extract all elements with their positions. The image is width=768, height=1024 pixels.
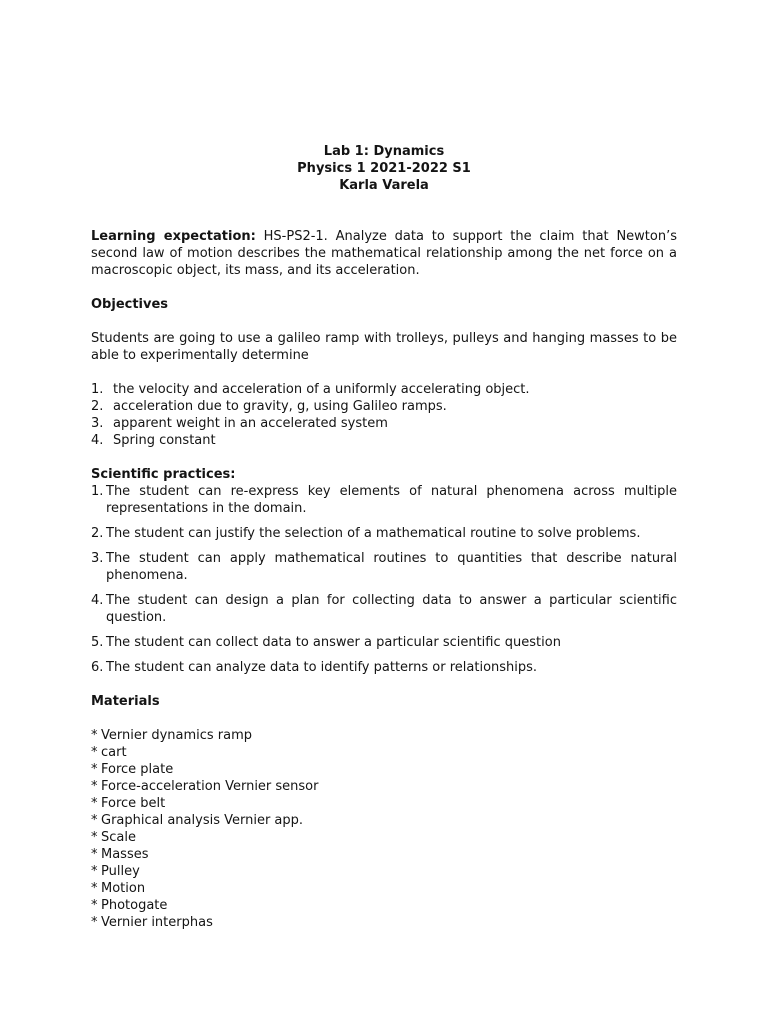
material-item — [91, 846, 677, 863]
objective-item — [91, 432, 677, 449]
practice-text: The student can design a plan for collecting data to answer a particular scientific question. — [106, 593, 677, 625]
material-text: Motion — [101, 881, 146, 896]
practice-number: 2. — [91, 526, 104, 541]
material-item — [91, 778, 677, 795]
material-bullet: * — [91, 779, 98, 794]
objective-number: 4. — [91, 433, 104, 448]
objective-item — [91, 381, 677, 398]
objective-text: apparent weight in an accelerated system — [113, 416, 388, 431]
material-item — [91, 812, 677, 829]
material-bullet: * — [91, 898, 98, 913]
material-bullet: * — [91, 813, 98, 828]
material-item — [91, 829, 677, 846]
objective-item — [91, 398, 677, 415]
material-bullet: * — [91, 796, 98, 811]
material-text: Graphical analysis Vernier app. — [101, 813, 304, 828]
learning-expectation-label: Learning expectation: — [91, 229, 256, 244]
material-item — [91, 880, 677, 897]
objective-text: the velocity and acceleration of a uniformly accelerating object. — [113, 382, 530, 397]
material-item — [91, 795, 677, 812]
practice-item — [91, 483, 677, 517]
material-bullet: * — [91, 915, 98, 930]
practice-item — [91, 525, 677, 542]
practice-number: 4. — [91, 593, 104, 608]
objective-text: Spring constant — [113, 433, 216, 448]
document-header — [0, 143, 768, 194]
material-bullet: * — [91, 728, 98, 743]
practice-text: The student can re-express key elements of natural phenomena across multiple representations in the domain. — [106, 484, 677, 516]
objective-item — [91, 415, 677, 432]
practice-number: 5. — [91, 635, 104, 650]
material-text: Scale — [101, 830, 136, 845]
practice-text: The student can apply mathematical routines to quantities that describe natural phenomena. — [106, 551, 677, 583]
materials-heading: Materials — [91, 694, 160, 709]
practice-number: 3. — [91, 551, 104, 566]
material-text: Force belt — [101, 796, 166, 811]
material-bullet: * — [91, 847, 98, 862]
author-name: Karla Varela — [339, 178, 429, 193]
material-item — [91, 863, 677, 880]
material-text: Masses — [101, 847, 149, 862]
material-text: Force-acceleration Vernier sensor — [101, 779, 319, 794]
practice-number: 6. — [91, 660, 104, 675]
material-item — [91, 897, 677, 914]
material-text: cart — [101, 745, 127, 760]
lab-title: Lab 1: Dynamics — [323, 144, 445, 159]
material-text: Force plate — [101, 762, 174, 777]
objective-number: 2. — [91, 399, 104, 414]
material-bullet: * — [91, 881, 98, 896]
learning-expectation-text: HS-PS2-1. Analyze data to support the claim that Newton’s second law of motion describes the mathematical relationship among the net force on a macroscopic object, its mass, and its acceleration. — [91, 229, 677, 278]
learning-expectation — [91, 228, 677, 279]
material-item — [91, 914, 677, 931]
objective-number: 3. — [91, 416, 104, 431]
material-text: Photogate — [101, 898, 168, 913]
objectives-heading: Objectives — [91, 297, 169, 312]
material-bullet: * — [91, 762, 98, 777]
material-text: Vernier dynamics ramp — [101, 728, 253, 743]
material-text: Pulley — [101, 864, 140, 879]
practice-item — [91, 550, 677, 584]
objectives-intro: Students are going to use a galileo ramp with trolleys, pulleys and hanging masses to be able to experimentally determine — [91, 331, 677, 363]
practice-text: The student can analyze data to identify patterns or relationships. — [106, 660, 538, 675]
practice-number: 1. — [91, 484, 104, 499]
objective-text: acceleration due to gravity, g, using Galileo ramps. — [113, 399, 447, 414]
material-bullet: * — [91, 830, 98, 845]
material-bullet: * — [91, 864, 98, 879]
document-body — [91, 228, 677, 931]
practice-text: The student can justify the selection of a mathematical routine to solve problems. — [106, 526, 641, 541]
material-item — [91, 744, 677, 761]
practices-heading: Scientific practices: — [91, 467, 236, 482]
objectives-list — [91, 381, 677, 449]
material-item — [91, 727, 677, 744]
practices-list — [91, 483, 677, 676]
material-bullet: * — [91, 745, 98, 760]
practice-item — [91, 659, 677, 676]
objective-number: 1. — [91, 382, 104, 397]
course-name: Physics 1 2021-2022 S1 — [297, 161, 471, 176]
material-item — [91, 761, 677, 778]
practice-item — [91, 634, 677, 651]
materials-list — [91, 727, 677, 931]
practice-text: The student can collect data to answer a particular scientific question — [106, 635, 561, 650]
practice-item — [91, 592, 677, 626]
material-text: Vernier interphas — [101, 915, 213, 930]
